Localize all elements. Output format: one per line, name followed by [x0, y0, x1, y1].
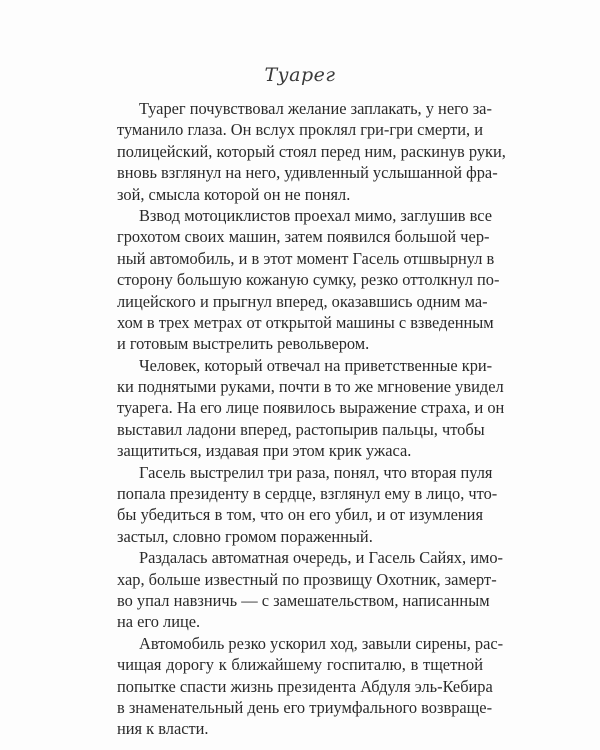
text-line: попытке спасти жизнь президента Абдуля эль-Кебира — [117, 676, 493, 696]
text-line: лицейского и прыгнул вперед, оказавшись одним ма- — [117, 291, 488, 311]
text-line: хом в трех метрах от открытой машины с взведенным — [117, 312, 494, 332]
text-line: хар, больше известный по прозвищу Охотник, замерт- — [117, 569, 497, 589]
text-line: защититься, издавая при этом крик ужаса. — [117, 441, 412, 461]
paragraph-6 — [117, 633, 504, 740]
text-line: ный автомобиль, и в этот момент Гасель отшвырнул в — [117, 248, 495, 268]
paragraph-4 — [117, 462, 498, 548]
text-line: Взвод мотоциклистов проехал мимо, заглушив все — [139, 205, 493, 225]
text-line: Раздалась автоматная очередь, и Гасель Сайях, имо- — [139, 548, 503, 568]
text-line: Человек, который отвечал на приветственные кри- — [139, 355, 493, 375]
text-line: сторону большую кожаную сумку, резко оттолкнул по- — [117, 270, 500, 290]
paragraph-5 — [117, 547, 503, 633]
running-head-title: Туарег — [264, 64, 336, 86]
text-line: зой, смысла которой он не понял. — [117, 184, 351, 204]
text-line: туманило глаза. Он вслух проклял гри-гри смерти, и — [117, 120, 483, 140]
text-line: ки поднятыми руками, почти в то же мгновение увидел — [117, 377, 504, 397]
text-line: Туарег почувствовал желание заплакать, у него за- — [139, 99, 492, 118]
text-line: туарега. На его лице появилось выражение страха, и он — [117, 398, 505, 418]
text-line: и готовым выстрелить револьвером. — [117, 334, 370, 354]
body-text — [117, 98, 506, 740]
text-line: выставил ладони вперед, растопырив пальцы, чтобы — [117, 419, 485, 439]
text-line: бы убедиться в том, что он его убил, и от изумления — [117, 505, 483, 525]
text-line: грохотом своих машин, затем появился большой чер- — [117, 227, 490, 247]
text-line: вновь взглянул на него, удивленный услышанной фра- — [117, 163, 498, 183]
text-line: Гасель выстрелил три раза, понял, что вторая пуля — [139, 462, 493, 482]
paragraph-1 — [117, 98, 506, 205]
text-line: на его лице. — [117, 612, 201, 632]
text-line: Автомобиль резко ускорил ход, завыли сирены, рас- — [139, 633, 504, 653]
text-line: в знаменательный день его триумфального возвраще- — [117, 697, 493, 717]
text-line: ния к власти. — [117, 719, 209, 739]
text-line: чищая дорогу к ближайшему госпиталю, в тщетной — [117, 655, 483, 675]
paragraph-2 — [117, 205, 500, 355]
text-line: застыл, словно громом пораженный. — [117, 526, 373, 546]
paragraph-3 — [117, 355, 505, 462]
text-line: во упал навзничь — с замешательством, написанным — [117, 590, 490, 610]
text-line: попала президенту в сердце, взглянул ему в лицо, что- — [117, 484, 498, 504]
text-line: полицейский, который стоял перед ним, раскинув руки, — [117, 141, 506, 161]
